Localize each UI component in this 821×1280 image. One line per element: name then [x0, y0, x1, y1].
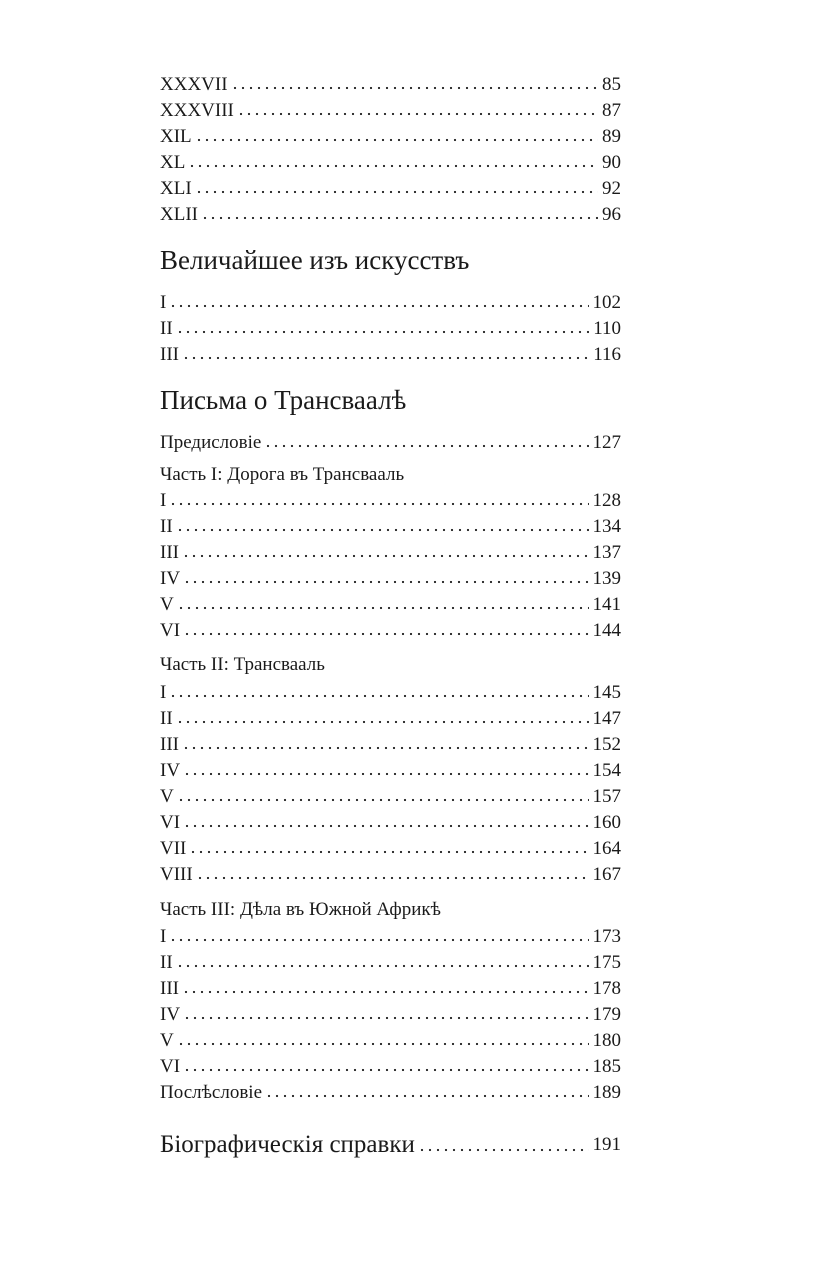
toc-entry[interactable] — [160, 590, 621, 616]
toc-entry[interactable] — [160, 808, 621, 834]
toc-entry-label: Послѣсловіе — [160, 1082, 263, 1103]
dot-leader — [183, 771, 588, 777]
toc-entry-page: 96 — [602, 204, 621, 225]
toc-entry-page: 191 — [592, 1134, 621, 1155]
toc-entry-page: 87 — [602, 100, 621, 121]
toc-entry-label: VI — [160, 812, 181, 833]
toc-entry-label: XLII — [160, 204, 198, 225]
toc-entry-page: 139 — [592, 568, 621, 589]
dot-leader — [196, 875, 589, 881]
dot-leader — [169, 501, 588, 507]
toc-entry-page: 110 — [593, 318, 621, 339]
dot-leader — [189, 849, 588, 855]
toc-entry-label: VI — [160, 1056, 181, 1077]
section-heading-transvaal[interactable]: Письма о Трансваалѣ — [160, 385, 407, 415]
toc-entry-label: I — [160, 926, 167, 947]
toc-entry-label: III — [160, 542, 179, 563]
part-heading-2[interactable]: Часть II: Трансвааль — [160, 654, 325, 675]
toc-entry-label: XXXVII — [160, 74, 228, 95]
toc-entry[interactable] — [160, 200, 621, 226]
toc-entry[interactable] — [160, 288, 621, 314]
toc-entry-page: 154 — [592, 760, 621, 781]
toc-entry-page: 157 — [592, 786, 621, 807]
dot-leader — [176, 719, 589, 725]
toc-entry-page: 173 — [592, 926, 621, 947]
part-heading-1[interactable]: Часть I: Дорога въ Трансвааль — [160, 464, 405, 485]
toc-entry-page: 147 — [592, 708, 621, 729]
toc-entry[interactable] — [160, 512, 621, 538]
dot-leader — [201, 215, 598, 221]
toc-entry-label: XIL — [160, 126, 192, 147]
dot-leader — [176, 527, 589, 533]
dot-leader — [169, 937, 588, 943]
toc-entry-label: II — [160, 516, 173, 537]
dot-leader — [418, 1147, 589, 1153]
toc-entry[interactable] — [160, 122, 621, 148]
toc-entry-page: 180 — [592, 1030, 621, 1051]
toc-entry-page: 128 — [592, 490, 621, 511]
toc-entry-page: 178 — [592, 978, 621, 999]
toc-entry-page: 134 — [592, 516, 621, 537]
toc-entry[interactable] — [160, 756, 621, 782]
toc-entry-page: 90 — [602, 152, 621, 173]
toc-entry-label: IV — [160, 1004, 181, 1025]
toc-entry[interactable] — [160, 96, 621, 122]
dot-leader — [176, 963, 589, 969]
dot-leader — [265, 1093, 588, 1099]
dot-leader — [188, 163, 598, 169]
toc-entry-label: III — [160, 344, 179, 365]
dot-leader — [195, 137, 598, 143]
toc-entry-page: 137 — [592, 542, 621, 563]
toc-entry-label: V — [160, 786, 174, 807]
dot-leader — [183, 631, 588, 637]
toc-entry-afterword[interactable] — [160, 1078, 621, 1104]
toc-entry-page: 145 — [592, 682, 621, 703]
toc-entry[interactable] — [160, 974, 621, 1000]
toc-entry-label: IV — [160, 760, 181, 781]
dot-leader — [183, 579, 588, 585]
toc-entry-page: 144 — [592, 620, 621, 641]
toc-entry[interactable] — [160, 678, 621, 704]
toc-entry-label: I — [160, 490, 167, 511]
toc-entry[interactable] — [160, 564, 621, 590]
toc-entry[interactable] — [160, 340, 621, 366]
dot-leader — [169, 693, 588, 699]
toc-entry-page: 127 — [592, 432, 621, 453]
toc-entry-label: V — [160, 594, 174, 615]
toc-entry-label: VI — [160, 620, 181, 641]
section-heading-art[interactable]: Величайшее изъ искусствъ — [160, 245, 470, 275]
dot-leader — [169, 303, 588, 309]
toc-entry-label: IV — [160, 568, 181, 589]
toc-entry[interactable] — [160, 860, 621, 886]
toc-entry-page: 179 — [592, 1004, 621, 1025]
toc-entry-page: 141 — [592, 594, 621, 615]
toc-entry[interactable] — [160, 616, 621, 642]
toc-entry-page: 189 — [592, 1082, 621, 1103]
toc-entry-label: VII — [160, 838, 187, 859]
dot-leader — [176, 329, 590, 335]
toc-entry-page: 92 — [602, 178, 621, 199]
toc-entry-page: 116 — [593, 344, 621, 365]
dot-leader — [237, 111, 598, 117]
toc-entry[interactable] — [160, 314, 621, 340]
toc-entry-page: 167 — [592, 864, 621, 885]
toc-entry-page: 160 — [592, 812, 621, 833]
toc-entry-label: III — [160, 734, 179, 755]
toc-entry[interactable] — [160, 538, 621, 564]
toc-entry[interactable] — [160, 948, 621, 974]
toc-entry-label: XXXVIII — [160, 100, 234, 121]
toc-entry-label: I — [160, 292, 167, 313]
toc-entry[interactable] — [160, 1026, 621, 1052]
toc-entry[interactable] — [160, 1052, 621, 1078]
toc-entry-preface[interactable] — [160, 428, 621, 454]
dot-leader — [182, 355, 589, 361]
dot-leader — [177, 605, 589, 611]
part-heading-3[interactable]: Часть III: Дѣла въ Южной Африкѣ — [160, 899, 441, 920]
toc-entry-page: 85 — [602, 74, 621, 95]
toc-entry[interactable] — [160, 782, 621, 808]
dot-leader — [177, 1041, 589, 1047]
toc-entry-label: V — [160, 1030, 174, 1051]
toc-entry-label: II — [160, 952, 173, 973]
toc-entry-page: 102 — [592, 292, 621, 313]
toc-entry-page: 164 — [592, 838, 621, 859]
toc-entry[interactable] — [160, 834, 621, 860]
dot-leader — [183, 1015, 588, 1021]
toc-entry-label: II — [160, 318, 173, 339]
toc-entry-label: I — [160, 682, 167, 703]
toc-entry-page: 185 — [592, 1056, 621, 1077]
toc-entry[interactable] — [160, 730, 621, 756]
toc-entry-label: XL — [160, 152, 186, 173]
dot-leader — [231, 85, 598, 91]
toc-entry[interactable] — [160, 1000, 621, 1026]
dot-leader — [195, 189, 598, 195]
toc-entry-biographies[interactable] — [160, 1128, 621, 1160]
dot-leader — [182, 989, 589, 995]
dot-leader — [183, 823, 588, 829]
toc-entry[interactable] — [160, 486, 621, 512]
toc-entry-label: Біографическія справки — [160, 1131, 415, 1158]
toc-entry-page: 175 — [592, 952, 621, 973]
dot-leader — [182, 553, 589, 559]
dot-leader — [264, 443, 588, 449]
toc-entry-label: Предисловіе — [160, 432, 262, 453]
dot-leader — [183, 1067, 588, 1073]
toc-entry-label: VIII — [160, 864, 193, 885]
toc-entry-label: II — [160, 708, 173, 729]
toc-entry-page: 152 — [592, 734, 621, 755]
toc-entry-label: XLI — [160, 178, 192, 199]
toc-entry[interactable] — [160, 174, 621, 200]
toc-entry[interactable] — [160, 148, 621, 174]
dot-leader — [177, 797, 589, 803]
toc-entry[interactable] — [160, 70, 621, 96]
toc-entry-page: 89 — [602, 126, 621, 147]
dot-leader — [182, 745, 589, 751]
toc-entry[interactable] — [160, 922, 621, 948]
toc-entry-label: III — [160, 978, 179, 999]
toc-entry[interactable] — [160, 704, 621, 730]
